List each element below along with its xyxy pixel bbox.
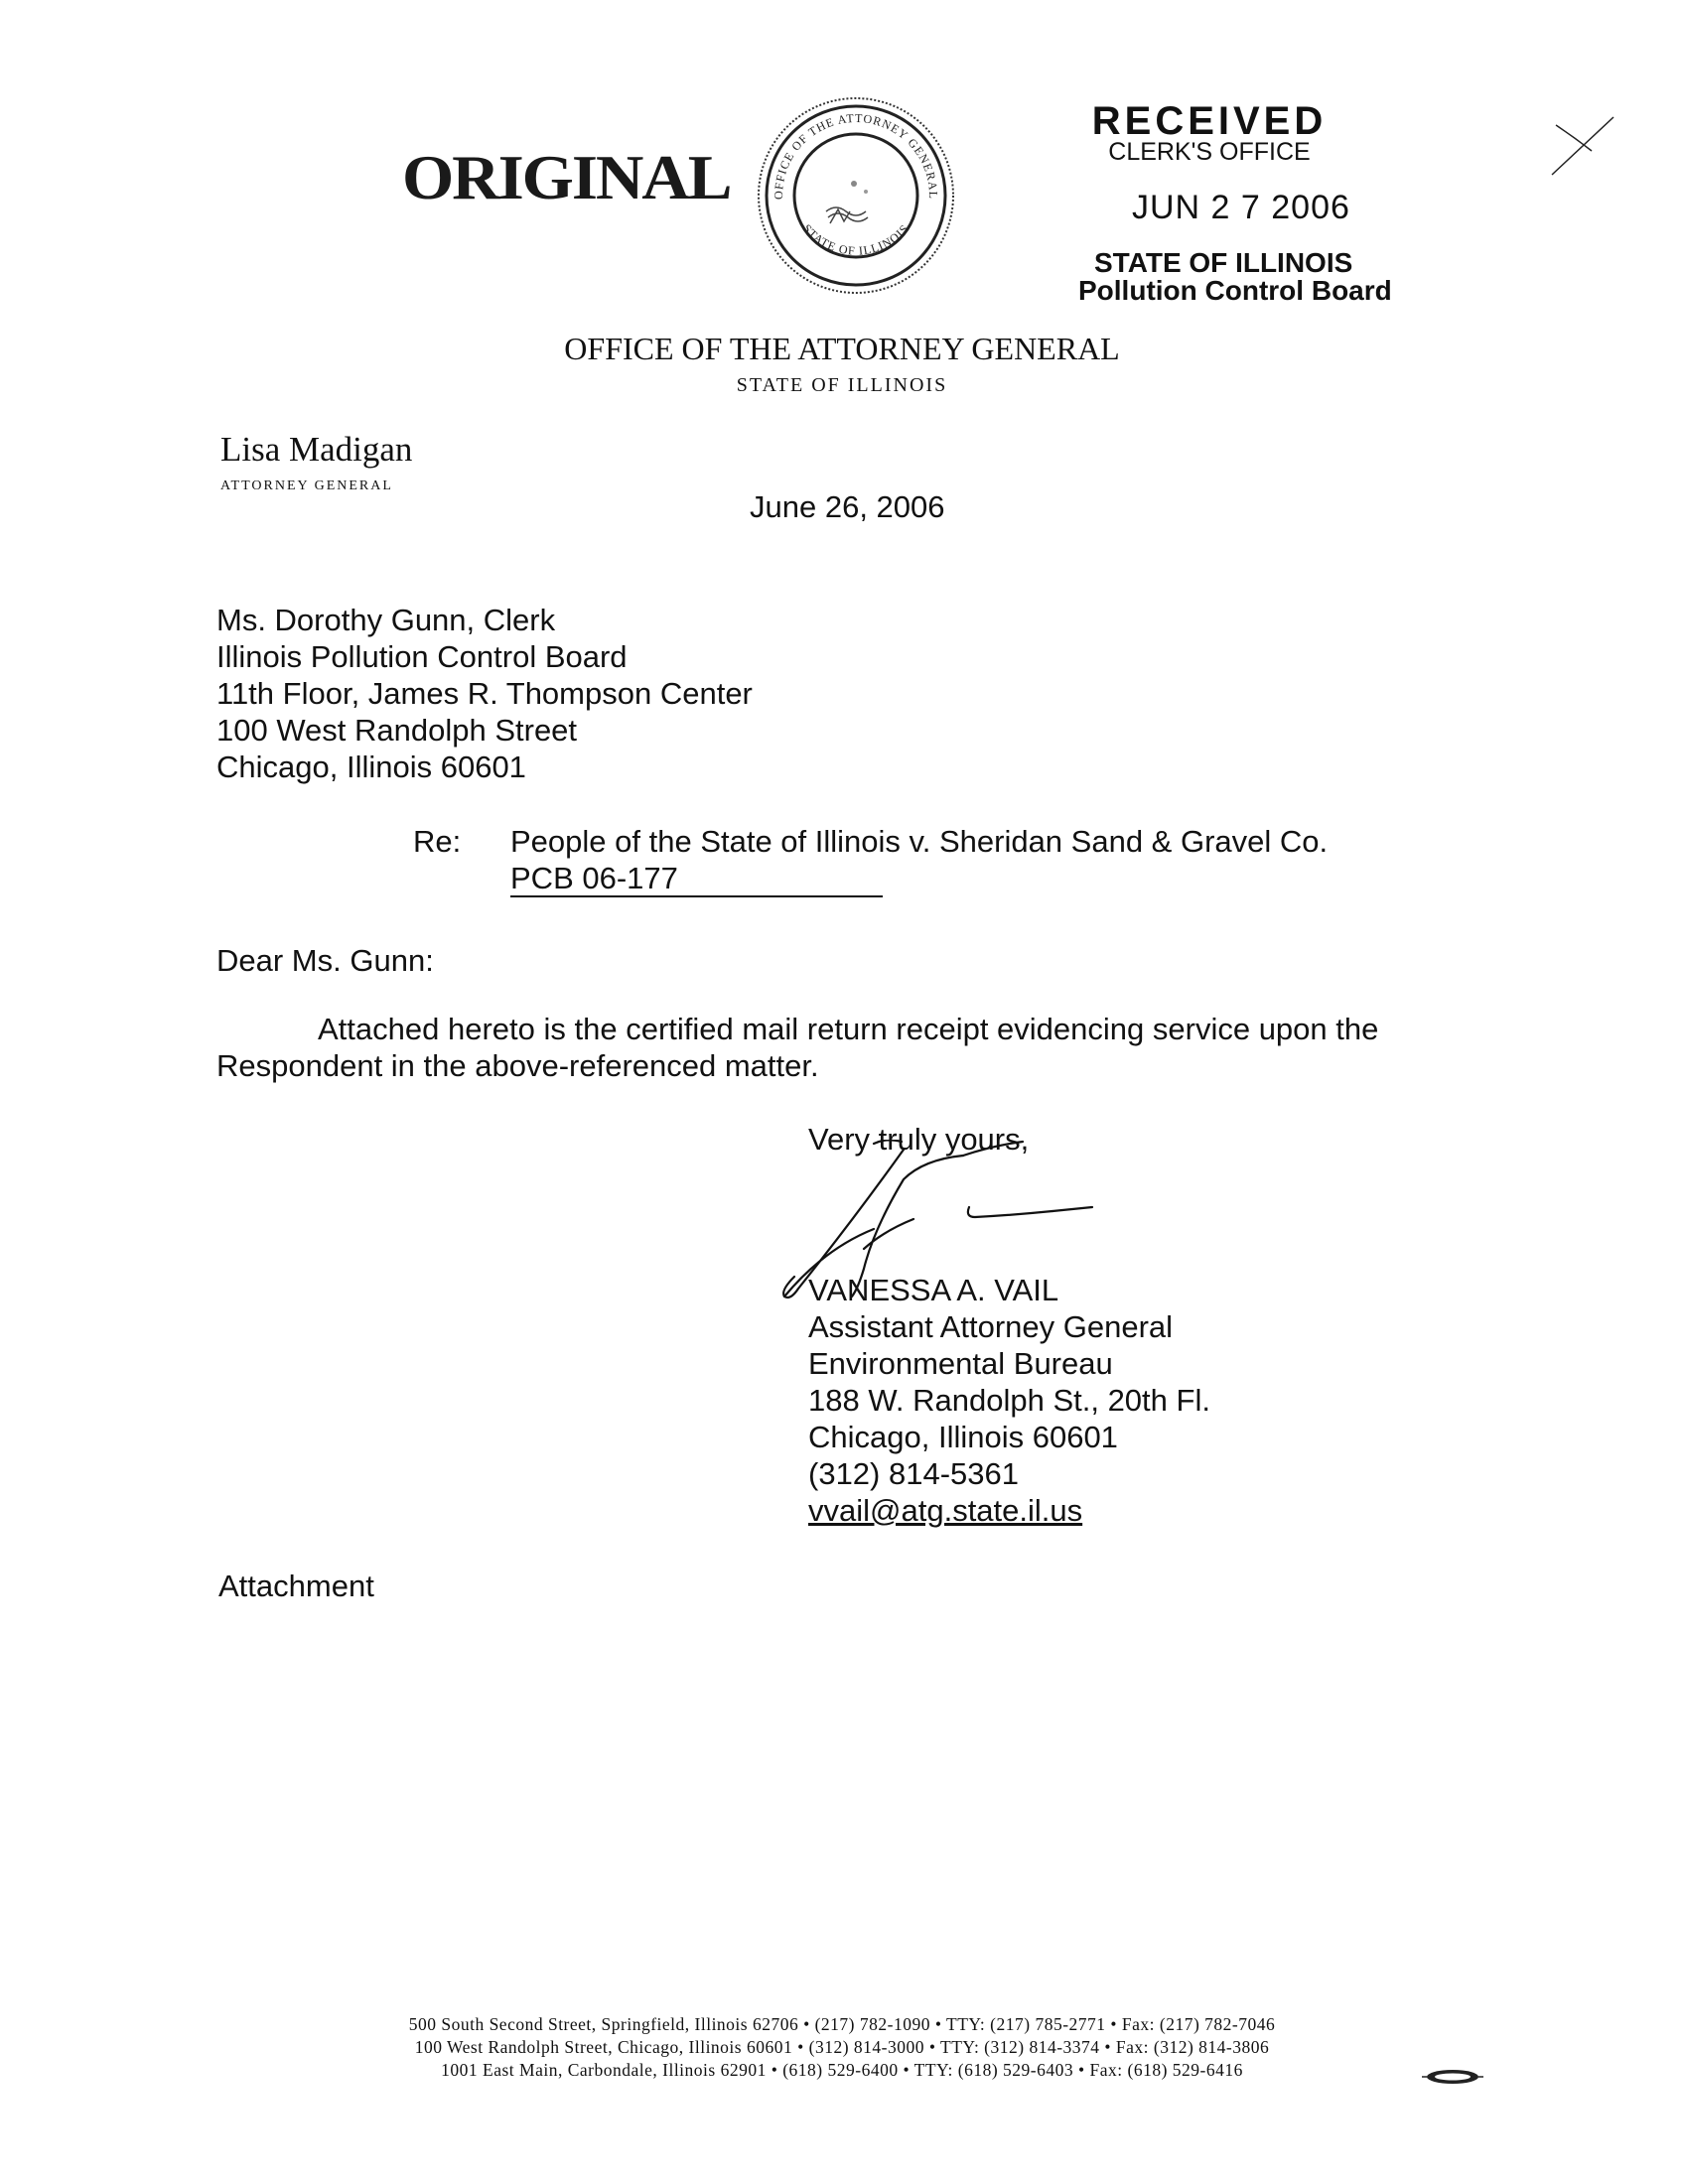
body-text: Attached hereto is the certified mail return receipt evidencing service upon the: [318, 1012, 1379, 1046]
closing: Very truly yours,: [808, 1122, 1030, 1157]
signer-city: Chicago, Illinois 60601: [808, 1420, 1118, 1454]
re-label: Re:: [413, 824, 462, 859]
handwritten-mark-icon: [1544, 111, 1623, 181]
received-stamp-office: CLERK'S OFFICE: [1108, 138, 1311, 166]
seal-bottom-text: STATE OF ILLINOIS: [799, 221, 912, 258]
attachment-note: Attachment: [218, 1569, 374, 1603]
received-stamp-date: JUN 2 7 2006: [1132, 189, 1350, 226]
signature-block: [808, 1272, 1210, 1529]
recycled-paper-icon: [1422, 2068, 1483, 2086]
recipient-address: [216, 602, 753, 785]
footer-line: 500 South Second Street, Springfield, Illinois 62706 • (217) 782-1090 • TTY: (217) 785-2771 • Fax: (217) 782-7046: [408, 2014, 1276, 2034]
footer-line: 1001 East Main, Carbondale, Illinois 62901 • (618) 529-6400 • TTY: (618) 529-6403 • Fax: (618) 529-6416: [441, 2060, 1243, 2080]
recipient-line: 11th Floor, James R. Thompson Center: [216, 676, 753, 711]
signer-phone: (312) 814-5361: [808, 1456, 1019, 1491]
office-title: OFFICE OF THE ATTORNEY GENERAL: [564, 331, 1120, 366]
recipient-line: 100 West Randolph Street: [216, 713, 578, 748]
signer-email-link[interactable]: vvail@atg.state.il.us: [808, 1493, 1083, 1528]
received-stamp: [1060, 99, 1398, 307]
attorney-general-title: ATTORNEY GENERAL: [220, 478, 393, 493]
office-subtitle: STATE OF ILLINOIS: [736, 374, 948, 396]
footer-line: 100 West Randolph Street, Chicago, Illinois 60601 • (312) 814-3000 • TTY: (312) 814-3374 • Fax: (312) 814-3806: [414, 2037, 1270, 2057]
recipient-line: Ms. Dorothy Gunn, Clerk: [216, 603, 556, 637]
re-subject: People of the State of Illinois v. Sheridan Sand & Gravel Co.: [510, 824, 1329, 859]
letter-date: June 26, 2006: [750, 489, 945, 524]
received-stamp-board: Pollution Control Board: [1078, 275, 1392, 306]
signer-title: Assistant Attorney General: [808, 1309, 1174, 1344]
re-case-number: PCB 06-177: [510, 862, 883, 897]
signer-address: 188 W. Randolph St., 20th Fl.: [808, 1383, 1210, 1418]
body-text: Respondent in the above-referenced matter.: [216, 1048, 819, 1083]
seal-top-text: OFFICE OF THE ATTORNEY GENERAL: [771, 110, 941, 201]
state-seal-icon: [755, 94, 958, 298]
attorney-general-name: Lisa Madigan: [220, 430, 413, 469]
received-stamp-state: STATE OF ILLINOIS: [1094, 247, 1353, 278]
recipient-line: Chicago, Illinois 60601: [216, 750, 526, 784]
original-stamp: ORIGINAL: [402, 142, 731, 212]
signer-name: VANESSA A. VAIL: [808, 1273, 1059, 1307]
salutation: Dear Ms. Gunn:: [216, 943, 434, 978]
signer-bureau: Environmental Bureau: [808, 1346, 1113, 1381]
received-stamp-title: RECEIVED: [1091, 99, 1328, 143]
recipient-line: Illinois Pollution Control Board: [216, 639, 628, 674]
